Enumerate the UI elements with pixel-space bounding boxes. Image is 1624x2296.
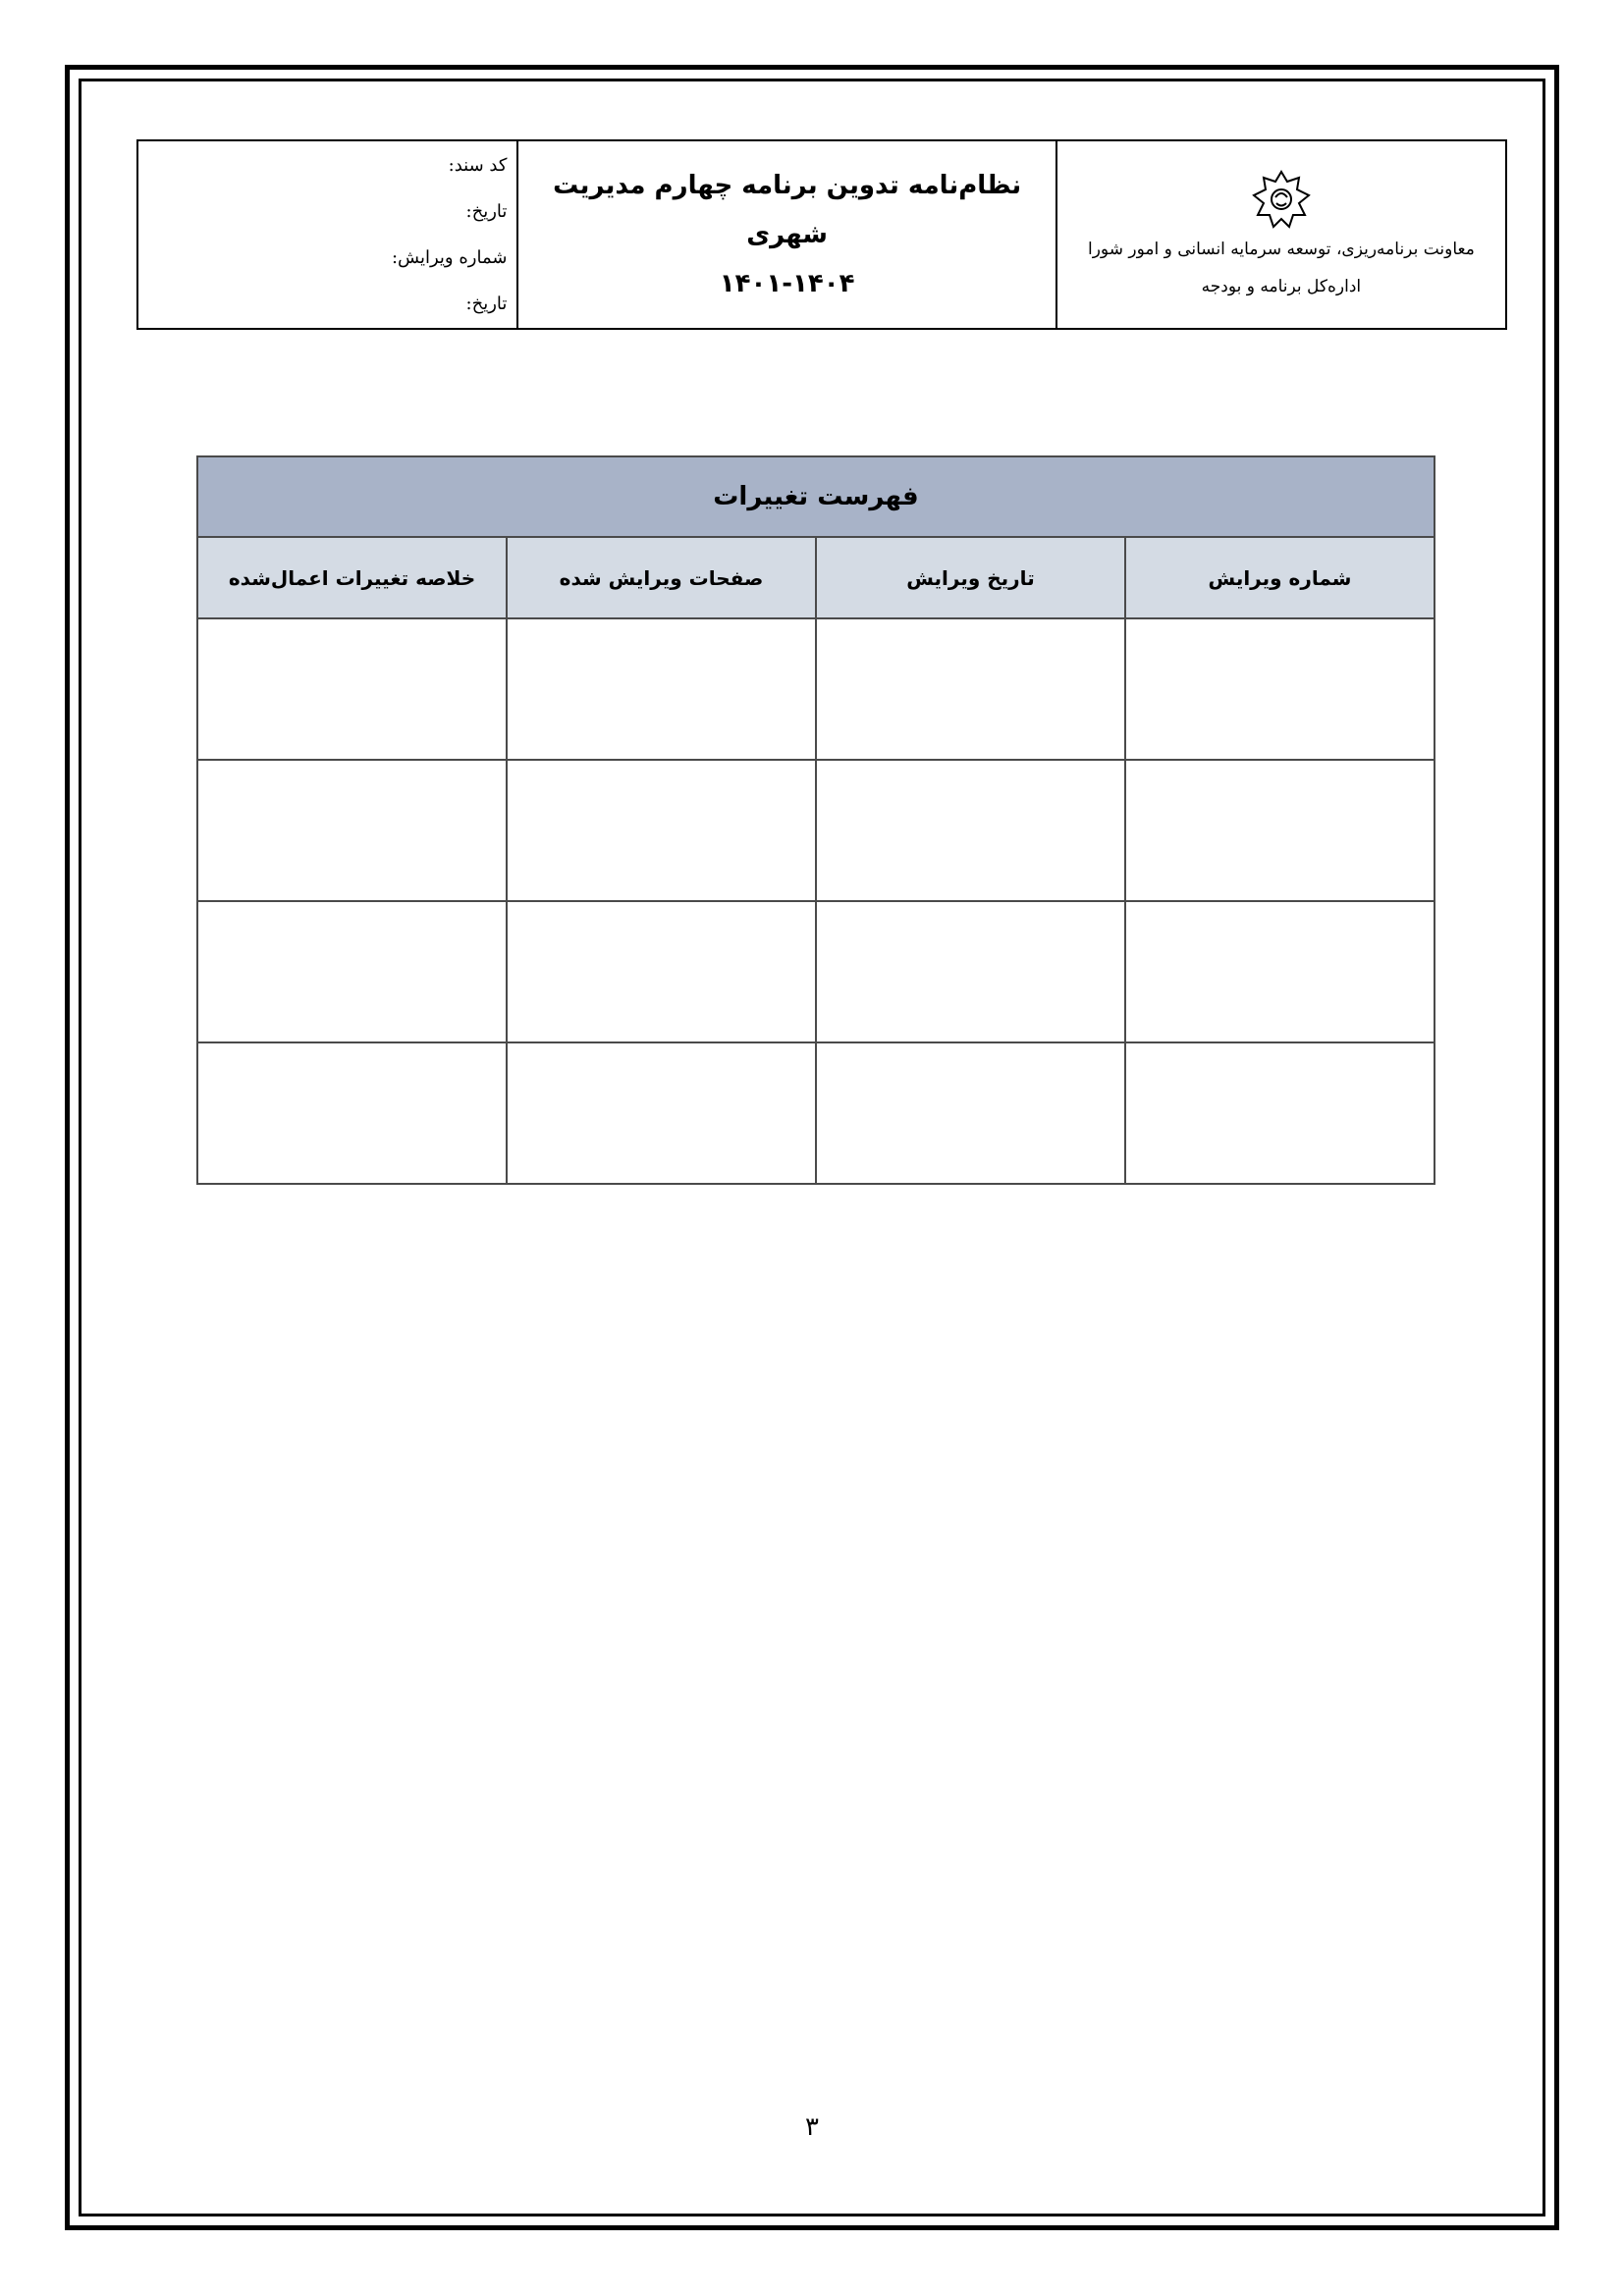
doc-code-label: کد سند: (448, 155, 508, 176)
table-row (197, 618, 1435, 760)
changes-table-caption: فهرست تغییرات (197, 456, 1435, 537)
column-header-revision-date: تاریخ ویرایش (816, 537, 1125, 618)
table-cell (197, 760, 507, 901)
table-cell (816, 760, 1125, 901)
revision-number-label: شماره ویرایش: (391, 247, 508, 268)
date-label: تاریخ: (465, 201, 508, 222)
table-cell (507, 901, 816, 1042)
column-header-revised-pages: صفحات ویرایش شده (507, 537, 816, 618)
document-period: ۱۴۰۱-۱۴۰۴ (719, 269, 855, 298)
table-cell (816, 618, 1125, 760)
document-header (136, 139, 1507, 330)
header-organization-cell (1056, 140, 1506, 329)
tehran-municipality-emblem-icon (1250, 168, 1313, 231)
header-title-cell (517, 140, 1056, 329)
table-row (197, 901, 1435, 1042)
column-header-revision-number: شماره ویرایش (1125, 537, 1435, 618)
header-meta-cell (137, 140, 517, 329)
table-cell (1125, 618, 1435, 760)
table-cell (507, 618, 816, 760)
table-cell (1125, 901, 1435, 1042)
table-row (197, 1042, 1435, 1184)
table-cell (816, 1042, 1125, 1184)
table-cell (1125, 760, 1435, 901)
table-cell (197, 901, 507, 1042)
column-header-changes-summary: خلاصه تغییرات اعمال‌شده (197, 537, 507, 618)
page-number: ۳ (805, 2112, 819, 2142)
department-name: اداره‌کل برنامه و بودجه (1201, 277, 1362, 296)
revision-date-label: تاریخ: (465, 294, 508, 314)
document-title: نظام‌نامه تدوین برنامه چهارم مدیریت شهری (553, 171, 1022, 249)
table-row (197, 760, 1435, 901)
table-cell (507, 1042, 816, 1184)
table-cell (197, 618, 507, 760)
table-cell (1125, 1042, 1435, 1184)
table-cell (197, 1042, 507, 1184)
changes-table (196, 455, 1435, 1185)
organization-name: معاونت برنامه‌ریزی، توسعه سرمایه انسانی و امور شورا (1088, 240, 1475, 259)
table-cell (816, 901, 1125, 1042)
table-cell (507, 760, 816, 901)
